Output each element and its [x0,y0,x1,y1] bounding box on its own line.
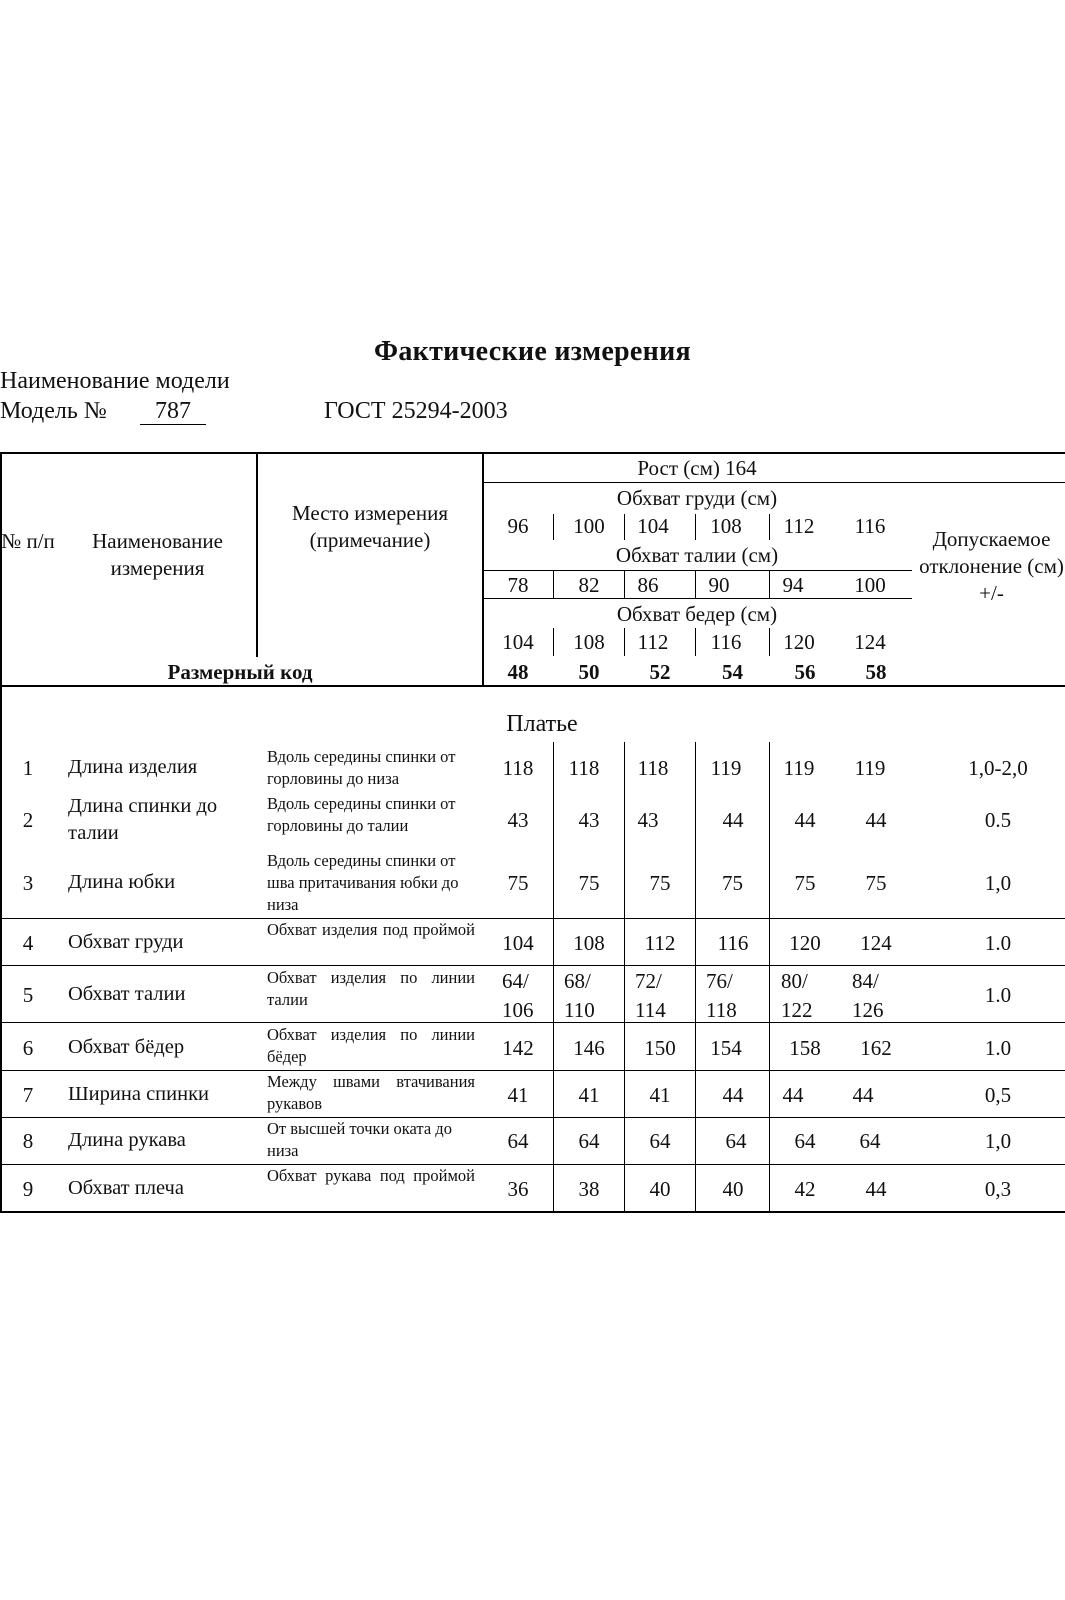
row-value: 44 [782,1083,804,1107]
row-name: Длина рукава [68,1129,186,1151]
row-value: 64/ 106 [502,969,534,1022]
row-value: 119 [783,756,815,780]
row-tolerance: 0,5 [984,1083,1012,1107]
col-name-header: Наименование измерения [92,529,223,580]
row-value: 40 [649,1177,671,1201]
row-number: 5 [22,983,34,1007]
chest-value: 108 [710,514,742,538]
waist-label: Обхват талии (см) [615,543,779,567]
waist-value: 86 [637,573,659,597]
row-value: 116 [717,931,749,955]
row-tolerance: 1,0 [984,1129,1012,1153]
row-value: 41 [649,1083,671,1107]
tolerance-header: Допускаемое отклонение (см) +/- [919,527,1064,605]
col-place-header: Место измерения (примечание) [291,501,448,552]
row-name: Длина спинки до талии [68,795,218,844]
model-number-label: Модель № [0,398,107,424]
row-number: 7 [22,1083,34,1107]
size-code: 56 [794,660,816,684]
row-value: 75 [507,871,529,895]
row-value: 44 [722,1083,744,1107]
hips-value: 124 [854,630,886,654]
row-value: 75 [865,871,887,895]
row-value: 41 [507,1083,529,1107]
size-code: 54 [722,660,743,684]
chest-value: 116 [854,514,886,538]
row-name: Обхват груди [68,931,184,953]
chest-value: 100 [573,514,605,538]
row-value: 118 [502,756,534,780]
row-name: Обхват талии [68,983,186,1005]
row-value: 118 [568,756,600,780]
row-value: 162 [860,1036,892,1060]
row-value: 154 [710,1036,742,1060]
row-name: Длина юбки [68,871,176,893]
hips-value: 108 [573,630,605,654]
row-value: 43 [507,808,529,832]
size-code: 48 [507,660,529,684]
row-tolerance: 0,3 [984,1177,1012,1201]
waist-value: 82 [578,573,600,597]
chest-label: Обхват груди (см) [616,486,778,510]
waist-value: 100 [854,573,886,597]
row-value: 43 [637,808,659,832]
row-value: 64 [725,1129,747,1153]
row-number: 4 [22,931,34,955]
row-place: Вдоль середины спинки от горловины до низа [267,747,456,788]
height-label: Рост (см) 164 [637,456,757,480]
chest-value: 112 [783,514,815,538]
row-value: 104 [502,931,534,955]
size-code-label: Размерный код [167,660,313,684]
row-value: 75 [794,871,816,895]
row-value: 38 [578,1177,600,1201]
chest-value: 96 [507,514,529,538]
row-place: Обхват рукава под проймой [267,1166,475,1185]
row-value: 64 [507,1129,529,1153]
col-number-header: № п/п [1,529,55,553]
row-place: Обхват изделия под проймой [267,920,475,939]
waist-value: 78 [507,573,529,597]
section-title: Платье [506,711,578,737]
row-name: Ширина спинки [68,1083,210,1105]
row-tolerance: 1.0 [984,1036,1012,1060]
row-value: 112 [644,931,676,955]
row-value: 118 [637,756,669,780]
row-place: Вдоль середины спинки от шва притачивания юбки до низа [267,851,459,914]
row-value: 80/ 122 [781,969,813,1022]
hips-value: 116 [710,630,742,654]
gost-standard: ГОСТ 25294-2003 [324,398,508,424]
row-tolerance: 1,0-2,0 [968,756,1028,780]
row-value: 119 [854,756,886,780]
row-tolerance: 1.0 [984,931,1012,955]
hips-label: Обхват бедер (см) [616,602,778,626]
row-tolerance: 0.5 [984,808,1012,832]
waist-value: 90 [708,573,730,597]
row-tolerance: 1,0 [984,871,1012,895]
row-place: Обхват изделия по линии талии [267,968,475,1009]
row-value: 44 [865,1177,887,1201]
row-value: 44 [865,808,887,832]
hips-value: 104 [502,630,534,654]
row-value: 158 [789,1036,821,1060]
row-name: Обхват бёдер [68,1036,185,1058]
row-name: Обхват плеча [68,1177,184,1199]
row-tolerance: 1.0 [984,983,1012,1007]
row-value: 84/ 126 [852,969,884,1022]
row-number: 2 [22,808,34,832]
row-value: 64 [794,1129,816,1153]
row-value: 40 [722,1177,744,1201]
row-value: 75 [722,871,743,895]
row-value: 146 [573,1036,605,1060]
row-value: 64 [859,1129,881,1153]
row-number: 6 [22,1036,34,1060]
row-value: 108 [573,931,605,955]
row-value: 43 [578,808,600,832]
row-value: 120 [789,931,821,955]
row-value: 119 [710,756,742,780]
row-value: 76/ 118 [706,969,737,1022]
row-value: 44 [794,808,816,832]
row-value: 64 [578,1129,600,1153]
row-place: Вдоль середины спинки от горловины до талии [267,794,456,835]
row-value: 68/ 110 [564,969,595,1022]
model-number: 787 [140,398,206,425]
size-code: 58 [865,660,887,684]
row-value: 72/ 114 [635,969,666,1022]
hips-value: 120 [783,630,815,654]
hips-value: 112 [637,630,669,654]
row-value: 64 [649,1129,671,1153]
row-value: 142 [502,1036,534,1060]
row-value: 44 [722,808,744,832]
row-number: 9 [22,1177,34,1201]
row-number: 3 [22,871,34,895]
row-value: 41 [578,1083,600,1107]
row-value: 75 [649,871,671,895]
row-number: 8 [22,1129,34,1153]
chest-value: 104 [637,514,669,538]
page-title: Фактические измерения [374,336,691,367]
row-value: 75 [578,871,600,895]
row-value: 150 [644,1036,676,1060]
row-value: 42 [794,1177,816,1201]
size-code: 50 [578,660,600,684]
row-place: От высшей точки оката до низа [267,1119,452,1160]
row-value: 36 [507,1177,529,1201]
row-place: Обхват изделия по линии бёдер [267,1025,475,1066]
row-number: 1 [22,756,34,780]
row-place: Между швами втачивания рукавов [267,1072,475,1113]
model-name-label: Наименование модели [0,368,230,394]
size-code: 52 [649,660,671,684]
row-name: Длина изделия [68,756,198,778]
waist-value: 94 [782,573,804,597]
row-value: 44 [852,1083,874,1107]
row-value: 124 [860,931,892,955]
